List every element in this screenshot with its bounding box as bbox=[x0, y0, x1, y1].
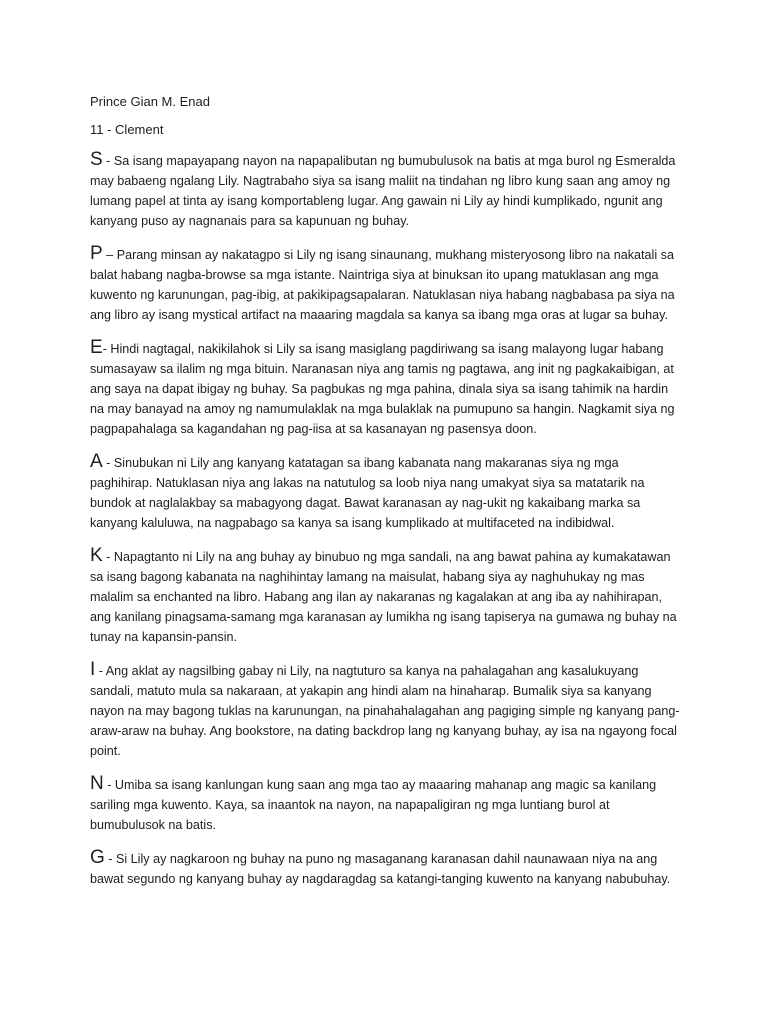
paragraph-a bbox=[90, 452, 682, 533]
paragraph-letter: E bbox=[90, 337, 103, 358]
paragraph-text: – Parang minsan ay nakatagpo si Lily ng isang sinaunang, mukhang misteryosong libro na nakatali sa balat habang nagba-browse sa mga istante. Naintriga siya at binuksan ito upang matuklasan ang mga kuwento ng karunungan, pag-ibig, at pakikipagsapalaran. Natuklasan niya habang nagbabasa pa siya na ang libro ay isang mystical artifact na maaaring magdala sa kanya sa ibang mga oras at lugar sa buhay. bbox=[90, 248, 675, 322]
paragraph-i bbox=[90, 660, 682, 761]
paragraph-letter: A bbox=[90, 451, 103, 472]
paragraph-e bbox=[90, 338, 682, 439]
paragraph-text: - Sa isang mapayapang nayon na napapalibutan ng bumubulusok na batis at mga burol ng Esmeralda may babaeng ngalang Lily. Nagtrabaho siya sa isang maliit na tindahan ng libro kung saan ang amoy ng lumang papel at tinta ay isang komportableng lugar. Ang gawain ni Lily ay hindi kumplikado, ngunit ang kanyang puso ay nagnanais para sa kapunuan ng buhay. bbox=[90, 154, 676, 228]
paragraph-letter: G bbox=[90, 847, 105, 868]
paragraph-text: - Ang aklat ay nagsilbing gabay ni Lily, na nagtuturo sa kanya na pahalagahan ang kasalukuyang sandali, matuto mula sa nakaraan, at yakapin ang hindi alam na hinaharap. Bumalik siya sa kanyang nayon na may bagong tuklas na karunungan, na pinahahalagahan ang pagiging simple ng kanyang pang-araw-araw na buhay. Ang bookstore, na dating backdrop lang ng kanyang buhay, ay isa na ngayong focal point. bbox=[90, 664, 680, 758]
paragraph-p bbox=[90, 244, 682, 325]
paragraph-letter: N bbox=[90, 773, 104, 794]
paragraph-letter: I bbox=[90, 659, 96, 680]
paragraph-text: - Hindi nagtagal, nakikilahok si Lily sa isang masiglang pagdiriwang sa isang malayong lugar habang sumasayaw sa ilalim ng mga bituin. Naranasan niya ang tamis ng pagtawa, ang init ng pagkakaibigan, at ang saya na dapat ibigay ng buhay. Sa pagbukas ng mga pahina, dinala siya sa isang tahimik na hardin na may banayad na amoy ng namumulaklak na mga bulaklak na pumupuno sa hangin. Nagkamit siya ng pagpapahalaga sa kagandahan ng pag-iisa at sa kasanayan ng pasensya doon. bbox=[90, 342, 675, 436]
paragraph-letter: K bbox=[90, 545, 103, 566]
paragraph-k bbox=[90, 546, 682, 647]
paragraph-text: - Umiba sa isang kanlungan kung saan ang mga tao ay maaaring mahanap ang magic sa kanilang sariling mga kuwento. Kaya, sa inaantok na nayon, na napapaligiran ng mga luntiang burol at bumubulusok na batis. bbox=[90, 778, 657, 832]
paragraph-letter: S bbox=[90, 149, 103, 170]
paragraph-g bbox=[90, 848, 682, 889]
paragraph-n bbox=[90, 774, 682, 835]
paragraph-text: - Sinubukan ni Lily ang kanyang katatagan sa ibang kabanata nang makaranas siya ng mga paghihirap. Natuklasan niya ang lakas na natutulog sa loob niya nang umakyat siya sa matatarik na bundok at naglalakbay sa mabagyong dagat. Bawat karanasan ay nag-ukit ng kakaibang marka sa kanyang kaluluwa, na nagpabago sa kanya sa isang kumplikado at multifaceted na indibidwal. bbox=[90, 456, 645, 530]
document-body bbox=[90, 92, 682, 902]
author-name: Prince Gian M. Enad bbox=[90, 94, 210, 109]
paragraph-text: - Napagtanto ni Lily na ang buhay ay binubuo ng mga sandali, na ang bawat pahina ay kumakatawan sa isang bagong kabanata na naghihintay lamang na maisulat, habang siya ay naghuhukay ng mas malalim sa enchanted na libro. Habang ang ilan ay nakaranas ng kagalakan at ang iba ay nahihirapan, ang kanilang pinagsama-samang mga karanasan ay lumikha ng isang tapiserya na gumawa ng buhay na tunay na kapansin-pansin. bbox=[90, 550, 677, 644]
paragraph-s bbox=[90, 150, 682, 231]
class-section: 11 - Clement bbox=[90, 122, 164, 137]
paragraph-letter: P bbox=[90, 243, 103, 264]
paragraph-text: - Si Lily ay nagkaroon ng buhay na puno ng masaganang karanasan dahil naunawaan niya na ang bawat segundo ng kanyang buhay ay nagdaragdag sa katangi-tanging kuwento na kanyang nabubuhay. bbox=[90, 852, 671, 886]
